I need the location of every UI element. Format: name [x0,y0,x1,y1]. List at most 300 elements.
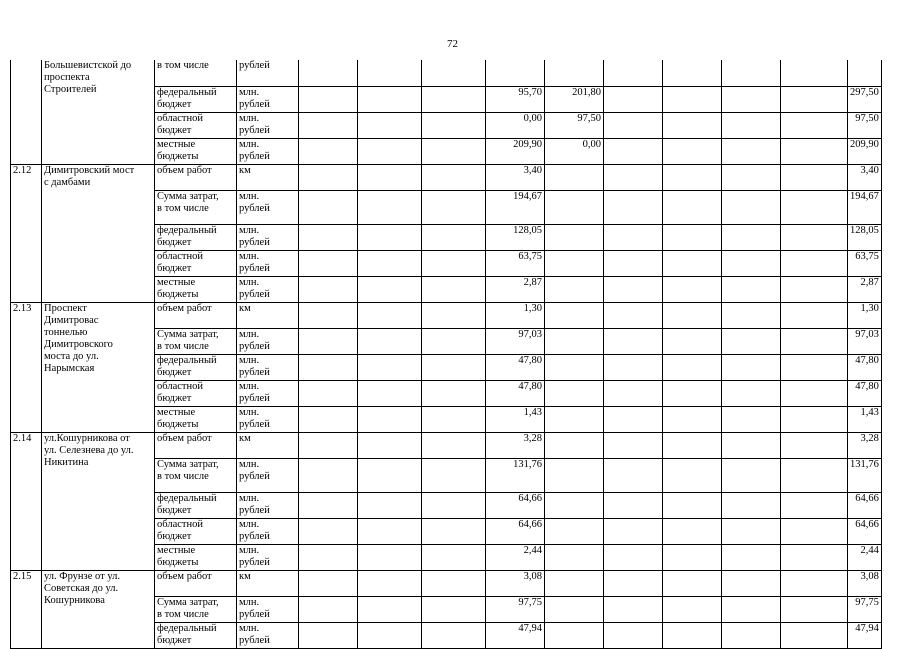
indicator-cell [155,60,237,86]
text-line: бюджет [157,98,192,110]
indicator-cell [155,250,237,276]
value-cell [604,380,663,406]
value-cell [781,406,848,432]
text-line: областной [157,112,203,124]
value-cell [299,138,358,164]
unit-cell [237,380,299,406]
indicator-cell [155,86,237,112]
text-line: рублей [239,634,270,646]
value-cell [722,518,781,544]
value-cell: 3,40 [848,164,882,190]
unit-cell [237,60,299,86]
value-cell [604,432,663,458]
value-cell [722,190,781,224]
text-line: бюджет [157,392,192,404]
value-cell: 63,75 [848,250,882,276]
text-line: Димитровас [44,314,99,326]
value-cell [545,458,604,492]
indicator-cell [155,544,237,570]
value-cell [604,354,663,380]
text-line: бюджет [157,124,192,136]
text-line: Сумма затрат, [157,458,219,470]
table-body [11,60,882,648]
value-cell [422,458,486,492]
text-line: Сумма затрат, [157,190,219,202]
value-cell [663,544,722,570]
text-line: бюджет [157,530,192,542]
item-number-cell: 2.13 [11,302,42,432]
text-line: бюджеты [157,288,199,300]
value-cell: 97,50 [848,112,882,138]
value-cell [299,250,358,276]
text-line: млн. [239,354,260,366]
value-cell [663,302,722,328]
indicator-cell [155,224,237,250]
unit-cell [237,622,299,648]
text-line: Никитина [44,456,89,468]
text-line: бюджет [157,366,192,378]
unit-cell [237,492,299,518]
unit-cell [237,518,299,544]
text-line: млн. [239,518,260,530]
value-cell: 131,76 [486,458,545,492]
text-line: объем работ [157,432,212,444]
value-cell [604,302,663,328]
value-cell [422,622,486,648]
value-cell [299,544,358,570]
value-cell: 209,90 [486,138,545,164]
value-cell [358,622,422,648]
value-cell [422,164,486,190]
value-cell [604,224,663,250]
value-cell [358,518,422,544]
value-cell: 2,87 [848,276,882,302]
text-line: Сумма затрат, [157,596,219,608]
text-line: км [239,570,251,582]
value-cell [722,354,781,380]
value-cell [299,596,358,622]
value-cell [604,138,663,164]
unit-cell [237,224,299,250]
value-cell [545,380,604,406]
value-cell [299,458,358,492]
object-name-cell [42,302,155,432]
value-cell [299,518,358,544]
value-cell [663,112,722,138]
text-line: бюджеты [157,150,199,162]
text-line: федеральный [157,622,217,634]
value-cell [358,432,422,458]
value-cell [422,276,486,302]
value-cell: 97,03 [486,328,545,354]
item-number-cell: 2.14 [11,432,42,570]
value-cell [781,138,848,164]
value-cell [545,302,604,328]
text-line: моста до ул. [44,350,99,362]
unit-cell [237,570,299,596]
text-line: в том числе [157,340,209,352]
text-line: рублей [239,60,270,71]
unit-cell [237,596,299,622]
value-cell [781,250,848,276]
value-cell: 95,70 [486,86,545,112]
unit-cell [237,250,299,276]
value-cell [722,60,781,86]
value-cell [781,302,848,328]
value-cell [422,432,486,458]
unit-cell [237,432,299,458]
value-cell [299,570,358,596]
value-cell: 97,03 [848,328,882,354]
value-cell [722,250,781,276]
value-cell [663,60,722,86]
text-line: млн. [239,190,260,202]
unit-cell [237,458,299,492]
unit-cell [237,406,299,432]
text-line: рублей [239,392,270,404]
text-line: рублей [239,418,270,430]
value-cell [358,458,422,492]
value-cell [722,544,781,570]
text-line: км [239,302,251,314]
text-line: Димитровский мост [44,164,135,176]
table-row [11,60,882,86]
text-line: млн. [239,622,260,634]
value-cell [663,328,722,354]
value-cell [422,112,486,138]
value-cell [422,60,486,86]
text-line: рублей [239,202,270,214]
value-cell [663,458,722,492]
text-line: рублей [239,236,270,248]
value-cell [545,570,604,596]
text-line: Кошурникова [44,594,105,606]
value-cell [722,276,781,302]
item-number-cell: 2.15 [11,570,42,648]
value-cell [358,190,422,224]
value-cell [299,164,358,190]
indicator-cell [155,276,237,302]
value-cell: 1,43 [848,406,882,432]
value-cell [545,518,604,544]
value-cell [722,86,781,112]
value-cell [299,276,358,302]
indicator-cell [155,432,237,458]
value-cell: 3,40 [486,164,545,190]
object-name-cell [42,60,155,164]
indicator-cell [155,380,237,406]
value-cell [422,328,486,354]
indicator-cell [155,596,237,622]
value-cell [358,60,422,86]
indicator-cell [155,302,237,328]
value-cell: 0,00 [486,112,545,138]
text-line: федеральный [157,354,217,366]
value-cell [722,302,781,328]
value-cell [358,354,422,380]
value-cell: 194,67 [848,190,882,224]
value-cell: 194,67 [486,190,545,224]
value-cell [358,406,422,432]
value-cell [545,432,604,458]
text-line: рублей [239,262,270,274]
value-cell: 3,08 [848,570,882,596]
value-cell [545,224,604,250]
value-cell [299,492,358,518]
value-cell: 3,28 [486,432,545,458]
value-cell: 128,05 [486,224,545,250]
value-cell: 63,75 [486,250,545,276]
indicator-cell [155,354,237,380]
indicator-cell [155,406,237,432]
value-cell [722,596,781,622]
value-cell [604,518,663,544]
text-line: млн. [239,138,260,150]
text-line: проспекта [44,72,90,83]
value-cell [663,164,722,190]
table-row [11,302,882,328]
value-cell [781,112,848,138]
value-cell [545,250,604,276]
text-line: тоннелью [44,326,88,338]
text-line: рублей [239,340,270,352]
value-cell [545,492,604,518]
value-cell: 297,50 [848,86,882,112]
value-cell [781,596,848,622]
value-cell [663,596,722,622]
value-cell [722,224,781,250]
value-cell: 209,90 [848,138,882,164]
value-cell: 201,80 [545,86,604,112]
text-line: км [239,164,251,176]
text-line: рублей [239,608,270,620]
indicator-cell [155,190,237,224]
value-cell [422,518,486,544]
value-cell [663,190,722,224]
value-cell [781,354,848,380]
value-cell: 0,00 [545,138,604,164]
value-cell: 1,30 [848,302,882,328]
value-cell [422,138,486,164]
value-cell [545,544,604,570]
unit-cell [237,112,299,138]
text-line: млн. [239,458,260,470]
indicator-cell [155,622,237,648]
value-cell: 131,76 [848,458,882,492]
text-line: бюджеты [157,418,199,430]
value-cell [781,60,848,86]
value-cell [299,328,358,354]
value-cell [422,570,486,596]
value-cell [545,596,604,622]
value-cell [422,86,486,112]
value-cell [781,518,848,544]
value-cell [722,380,781,406]
value-cell [299,60,358,86]
value-cell [422,354,486,380]
text-line: федеральный [157,86,217,98]
value-cell [545,354,604,380]
text-line: млн. [239,380,260,392]
table-row [11,432,882,458]
indicator-cell [155,164,237,190]
page-number: 72 [447,38,458,50]
value-cell [604,570,663,596]
value-cell [781,380,848,406]
value-cell: 47,80 [848,380,882,406]
unit-cell [237,544,299,570]
value-cell [663,380,722,406]
text-line: с дамбами [44,176,91,188]
value-cell [722,458,781,492]
text-line: бюджет [157,236,192,248]
value-cell: 1,43 [486,406,545,432]
value-cell [299,86,358,112]
text-line: федеральный [157,224,217,236]
text-line: млн. [239,276,260,288]
value-cell [604,164,663,190]
budget-table [10,60,882,649]
object-name-cell [42,164,155,302]
value-cell [781,164,848,190]
text-line: млн. [239,86,260,98]
text-line: в том числе [157,608,209,620]
indicator-cell [155,518,237,544]
text-line: ул.Кошурникова от [44,432,130,444]
value-cell: 47,80 [848,354,882,380]
value-cell [422,380,486,406]
object-name-cell [42,570,155,648]
unit-cell [237,138,299,164]
unit-cell [237,164,299,190]
value-cell [545,622,604,648]
text-line: рублей [239,288,270,300]
value-cell [358,570,422,596]
text-line: Нарымская [44,362,95,374]
value-cell [422,250,486,276]
value-cell [848,60,882,86]
value-cell [663,570,722,596]
value-cell [422,544,486,570]
text-line: Сумма затрат, [157,328,219,340]
unit-cell [237,302,299,328]
text-line: млн. [239,596,260,608]
value-cell [358,492,422,518]
value-cell [781,276,848,302]
text-line: объем работ [157,302,212,314]
text-line: местные [157,406,196,418]
value-cell: 47,80 [486,354,545,380]
text-line: в том числе [157,470,209,482]
value-cell: 64,66 [848,492,882,518]
value-cell [358,138,422,164]
table-row [11,570,882,596]
value-cell [663,138,722,164]
text-line: млн. [239,112,260,124]
unit-cell [237,354,299,380]
value-cell [663,276,722,302]
text-line: рублей [239,504,270,516]
value-cell: 64,66 [486,518,545,544]
text-line: Строителей [44,84,97,95]
value-cell [358,302,422,328]
value-cell [604,622,663,648]
value-cell [299,302,358,328]
value-cell [358,544,422,570]
table-row [11,164,882,190]
value-cell [722,328,781,354]
value-cell [663,224,722,250]
value-cell [781,492,848,518]
value-cell: 97,75 [848,596,882,622]
text-line: бюджет [157,634,192,646]
value-cell [422,224,486,250]
text-line: рублей [239,470,270,482]
text-line: ул. Фрунзе от ул. [44,570,120,582]
value-cell [604,328,663,354]
text-line: млн. [239,544,260,556]
value-cell [663,432,722,458]
value-cell: 47,94 [848,622,882,648]
text-line: Проспект [44,302,87,314]
text-line: Димитровского [44,338,113,350]
value-cell [358,328,422,354]
value-cell [663,354,722,380]
value-cell [358,86,422,112]
text-line: км [239,432,251,444]
value-cell [781,432,848,458]
value-cell: 97,75 [486,596,545,622]
text-line: местные [157,138,196,150]
text-line: в том числе [157,202,209,214]
text-line: млн. [239,328,260,340]
text-line: рублей [239,98,270,110]
text-line: областной [157,250,203,262]
text-line: ул. Селезнева до ул. [44,444,134,456]
text-line: местные [157,276,196,288]
value-cell [358,380,422,406]
value-cell [299,432,358,458]
value-cell [781,224,848,250]
value-cell [781,190,848,224]
value-cell [422,302,486,328]
value-cell [545,190,604,224]
text-line: Большевистской до [44,60,132,71]
value-cell: 97,50 [545,112,604,138]
value-cell [358,224,422,250]
text-line: в том числе [157,60,209,71]
text-line: областной [157,380,203,392]
value-cell: 128,05 [848,224,882,250]
text-line: рублей [239,556,270,568]
text-line: бюджет [157,504,192,516]
value-cell [663,250,722,276]
value-cell [299,224,358,250]
value-cell [486,60,545,86]
indicator-cell [155,112,237,138]
value-cell [604,276,663,302]
text-line: объем работ [157,570,212,582]
value-cell [358,596,422,622]
text-line: федеральный [157,492,217,504]
text-line: объем работ [157,164,212,176]
value-cell [722,492,781,518]
object-name-cell [42,432,155,570]
value-cell [422,492,486,518]
unit-cell [237,86,299,112]
value-cell [663,492,722,518]
value-cell [545,406,604,432]
